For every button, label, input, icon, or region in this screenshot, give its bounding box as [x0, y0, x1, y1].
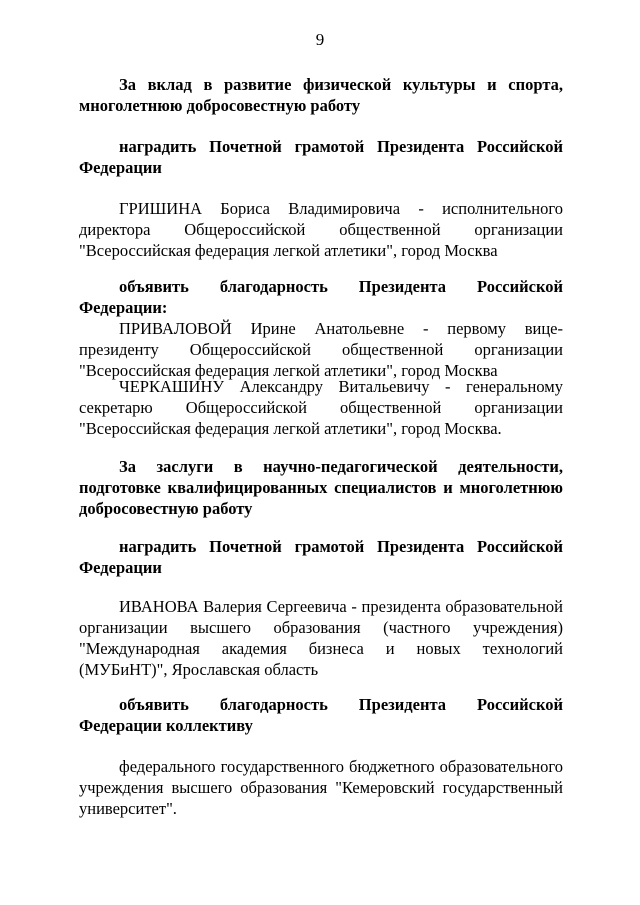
- award-reason-sport: За вклад в развитие физической культуры и спорта, многолетнюю добросовестную работу: [79, 75, 563, 115]
- awardee-privalova: ПРИВАЛОВОЙ Ирине Анатольевне - первому вице-президенту Общероссийской общественной организации "Всероссийская федерация легкой атлетики", город Москва: [79, 319, 563, 380]
- gratitude-decision: объявить благодарность Президента Российской Федерации:: [79, 277, 563, 317]
- awardee-ivanov: ИВАНОВА Валерия Сергеевича - президента образовательной организации высшего образования (частного учреждения) "Международная академия бизнеса и новых технологий (МУБиНТ)", Ярославская область: [79, 597, 563, 679]
- page-number: 9: [315, 30, 325, 49]
- awardee-grishin: ГРИШИНА Бориса Владимировича - исполнительного директора Общероссийской общественной организации "Всероссийская федерация легкой атлетики", город Москва: [79, 199, 563, 260]
- gratitude-decision-collective: объявить благодарность Президента Российской Федерации коллективу: [79, 695, 563, 735]
- award-reason-education: За заслуги в научно-педагогической деятельности, подготовке квалифицированных специалистов и многолетнюю добросовестную работу: [79, 457, 563, 518]
- award-decision-certificate: наградить Почетной грамотой Президента Российской Федерации: [79, 137, 563, 177]
- awardee-cherkashin: ЧЕРКАШИНУ Александру Витальевичу - генеральному секретарю Общероссийской общественной организации "Всероссийская федерация легкой атлетики", город Москва.: [79, 377, 563, 438]
- award-decision-certificate-2: наградить Почетной грамотой Президента Российской Федерации: [79, 537, 563, 577]
- awardee-kemerovo-university: федерального государственного бюджетного образовательного учреждения высшего образования "Кемеровский государственный университет".: [79, 757, 563, 818]
